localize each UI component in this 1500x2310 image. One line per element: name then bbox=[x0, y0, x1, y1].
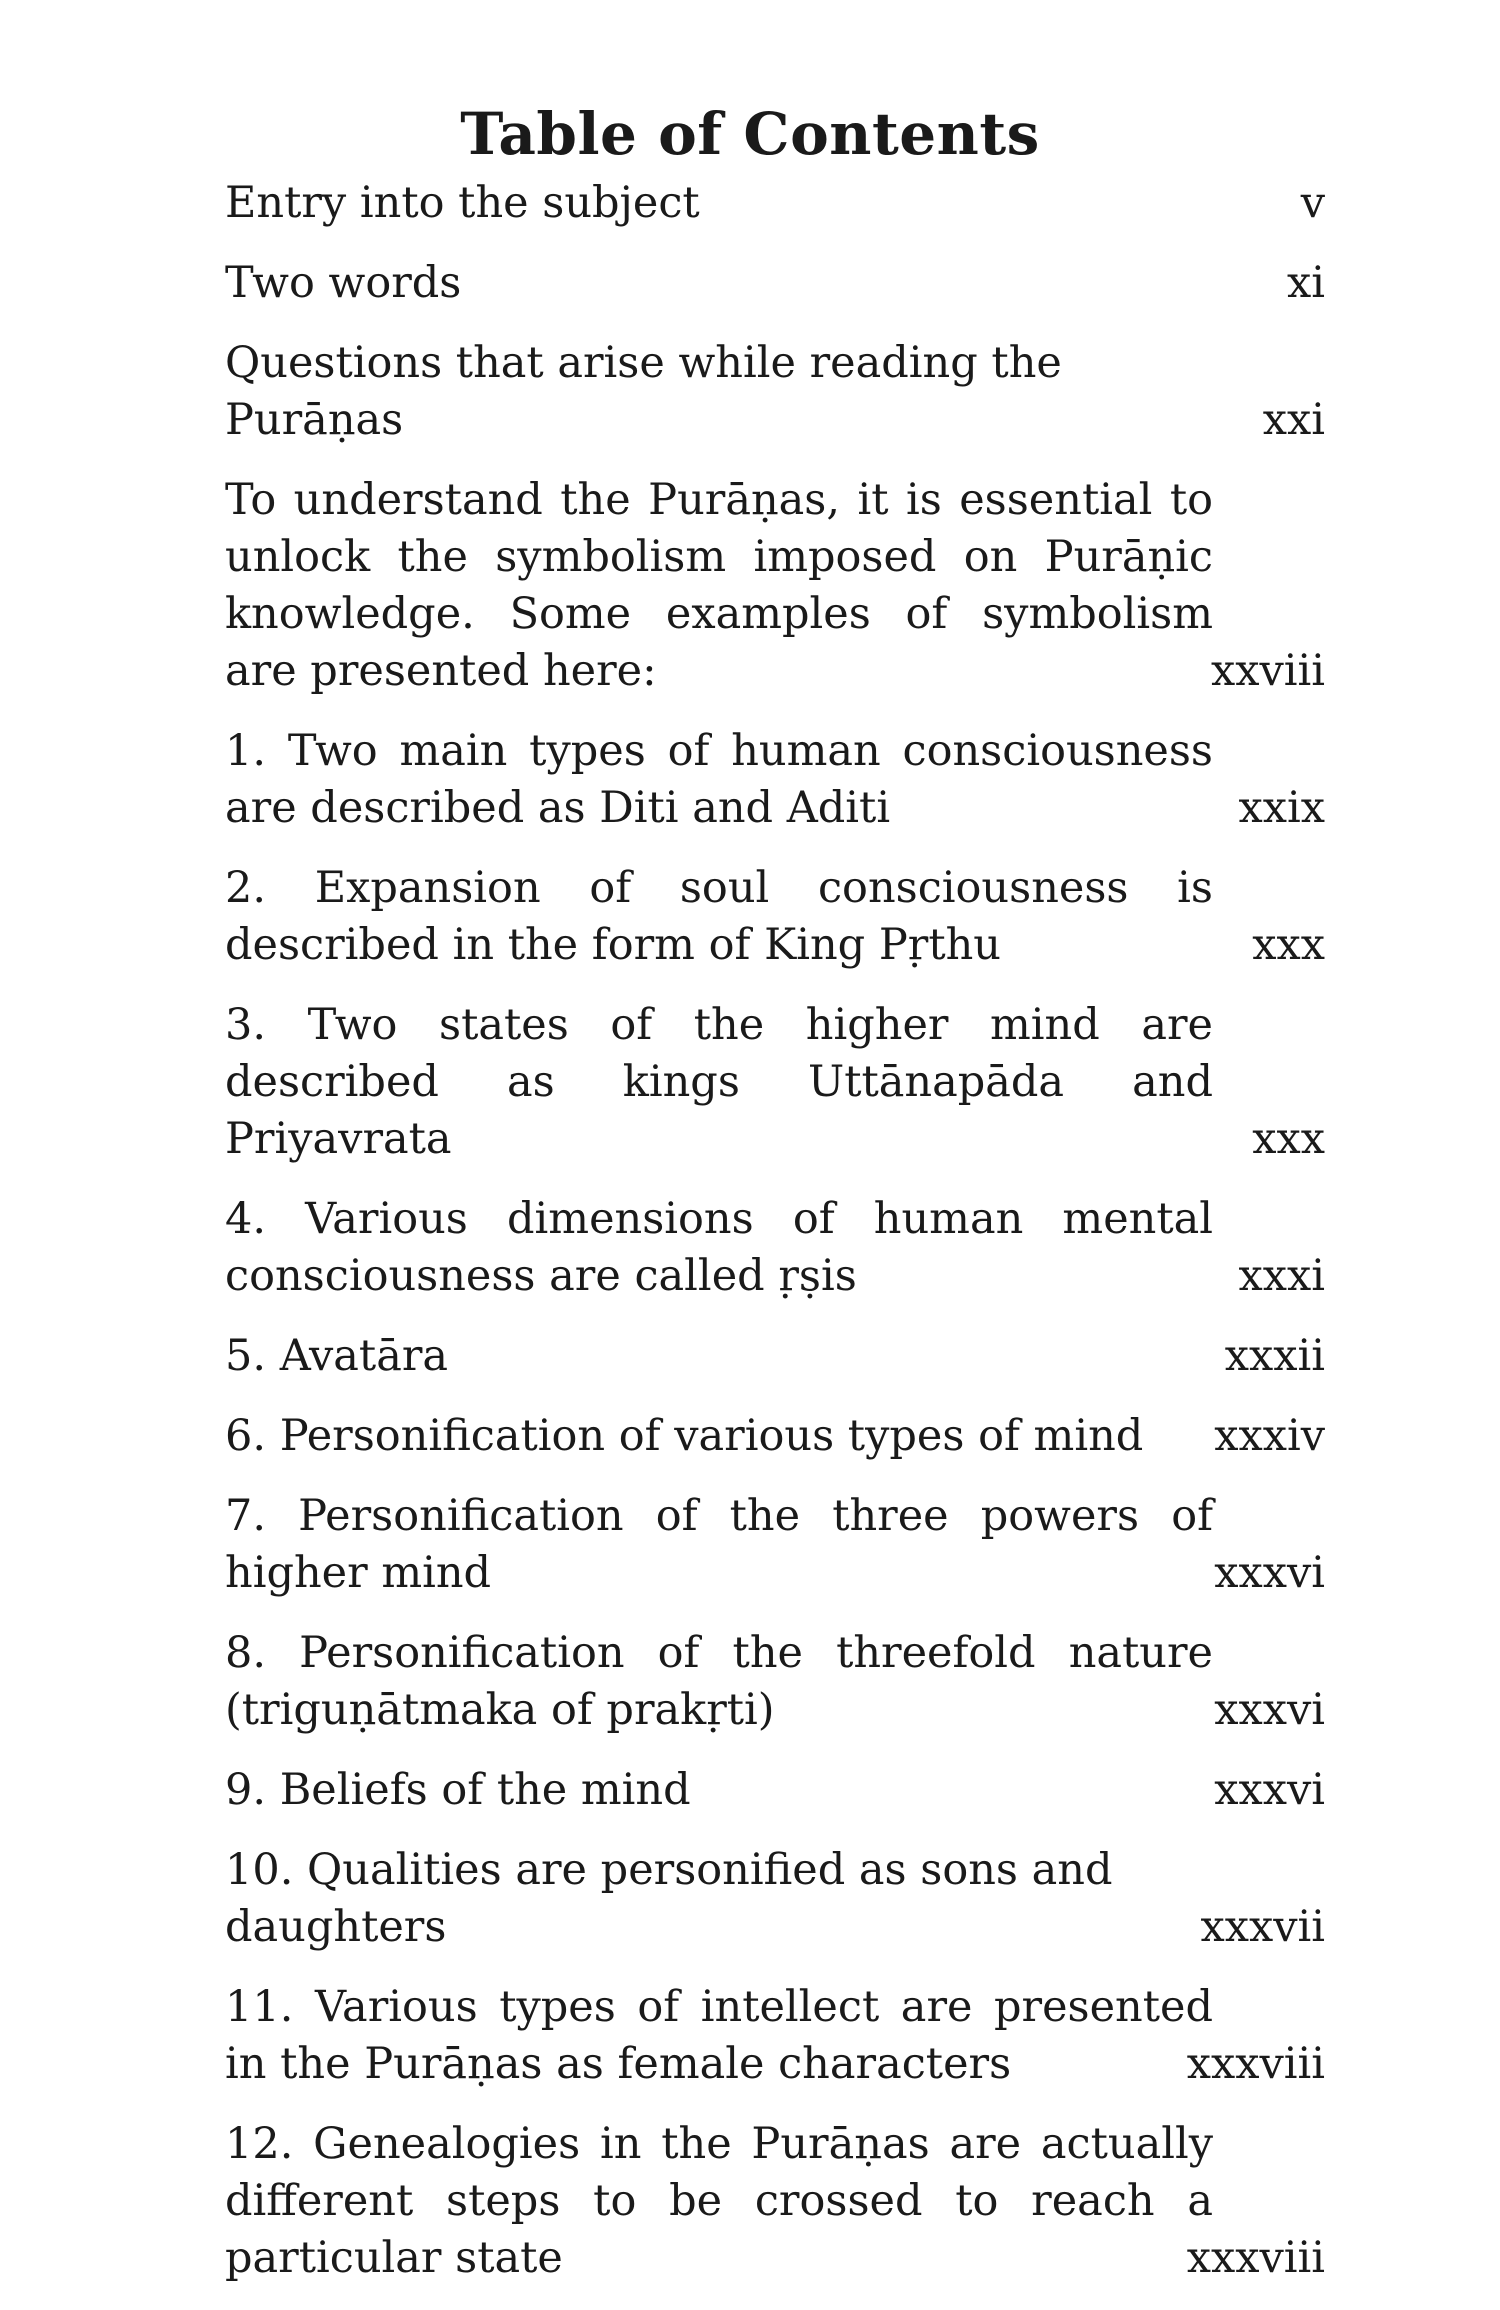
toc-entry-page: xxxvi bbox=[1214, 1685, 1325, 1735]
toc-entry bbox=[225, 1488, 1325, 1602]
toc-entry-page: xxxi bbox=[1238, 1251, 1325, 1301]
toc-entry-page: xxx bbox=[1252, 920, 1325, 970]
page-title: Table of Contents bbox=[460, 99, 1040, 168]
toc-entry bbox=[225, 255, 1325, 312]
toc-entry-page: xxxviii bbox=[1186, 2039, 1325, 2089]
toc-entry-text: To understand the Purāṇas, it is essential to unlock the symbolism imposed on Purāṇic knowledge. Some examples of symbolism are presented here: bbox=[225, 475, 1213, 696]
toc-entry-text: 4. Various dimensions of human mental consciousness are called ṛṣis bbox=[225, 1194, 1213, 1301]
toc-entry bbox=[225, 1408, 1325, 1465]
toc-entry bbox=[225, 997, 1325, 1168]
toc-entry bbox=[225, 860, 1325, 974]
toc-entry-page: xxviii bbox=[1210, 646, 1325, 696]
toc-entry-page: xxix bbox=[1238, 783, 1325, 833]
toc-entry bbox=[225, 335, 1325, 449]
toc-entry bbox=[225, 1979, 1325, 2093]
toc-entry bbox=[225, 1762, 1325, 1819]
toc-entry-text: 5. Avatāra bbox=[225, 1331, 449, 1381]
toc-entry-text: 6. Personification of various types of mind bbox=[225, 1411, 1144, 1461]
toc-entry bbox=[225, 1842, 1325, 1956]
toc-entry-text: 9. Beliefs of the mind bbox=[225, 1765, 691, 1815]
toc-entry bbox=[225, 1625, 1325, 1739]
toc-entry-page: xxi bbox=[1262, 395, 1325, 445]
toc-entry-text: 8. Personification of the threefold nature (triguṇātmaka of prakṛti) bbox=[225, 1628, 1213, 1735]
toc-entry bbox=[225, 1328, 1325, 1385]
toc-entry-page: xi bbox=[1286, 258, 1325, 308]
toc-entry-page: xxxvi bbox=[1214, 1765, 1325, 1815]
toc-entry-page: xxxviii bbox=[1186, 2233, 1325, 2283]
toc-entry-page: xxxiv bbox=[1214, 1411, 1325, 1461]
toc-entry-page: xxxvii bbox=[1200, 1902, 1325, 1952]
toc-entry-text: Two words bbox=[225, 258, 462, 308]
toc-entry-page: xxxvi bbox=[1214, 1548, 1325, 1598]
toc-entry-page: xxxii bbox=[1224, 1331, 1325, 1381]
toc-entry-text: 12. Genealogies in the Purāṇas are actually different steps to be crossed to reach a particular state bbox=[225, 2119, 1213, 2283]
toc-entry bbox=[225, 1191, 1325, 1305]
toc-entry bbox=[225, 472, 1325, 700]
toc-entry-text: 1. Two main types of human consciousness are described as Diti and Aditi bbox=[225, 726, 1213, 833]
toc-entry bbox=[225, 175, 1325, 232]
toc-entry-text: 2. Expansion of soul consciousness is described in the form of King Pṛthu bbox=[225, 863, 1213, 970]
toc-entry-text: 10. Qualities are personified as sons and daughters bbox=[225, 1845, 1113, 1952]
toc-entry-text: 7. Personification of the three powers of higher mind bbox=[225, 1491, 1213, 1598]
toc-list bbox=[225, 175, 1325, 2310]
toc-entry bbox=[225, 723, 1325, 837]
toc-entry-page: v bbox=[1300, 178, 1325, 228]
toc-entry-text: Questions that arise while reading the Purāṇas bbox=[225, 338, 1062, 445]
toc-entry-page: xxx bbox=[1252, 1114, 1325, 1164]
toc-entry-text: Entry into the subject bbox=[225, 178, 700, 228]
toc-entry-text: 3. Two states of the higher mind are described as kings Uttānapāda and Priyavrata bbox=[225, 1000, 1213, 1164]
toc-entry bbox=[225, 2116, 1325, 2287]
toc-entry-text: 11. Various types of intellect are presented in the Purāṇas as female characters bbox=[225, 1982, 1213, 2089]
